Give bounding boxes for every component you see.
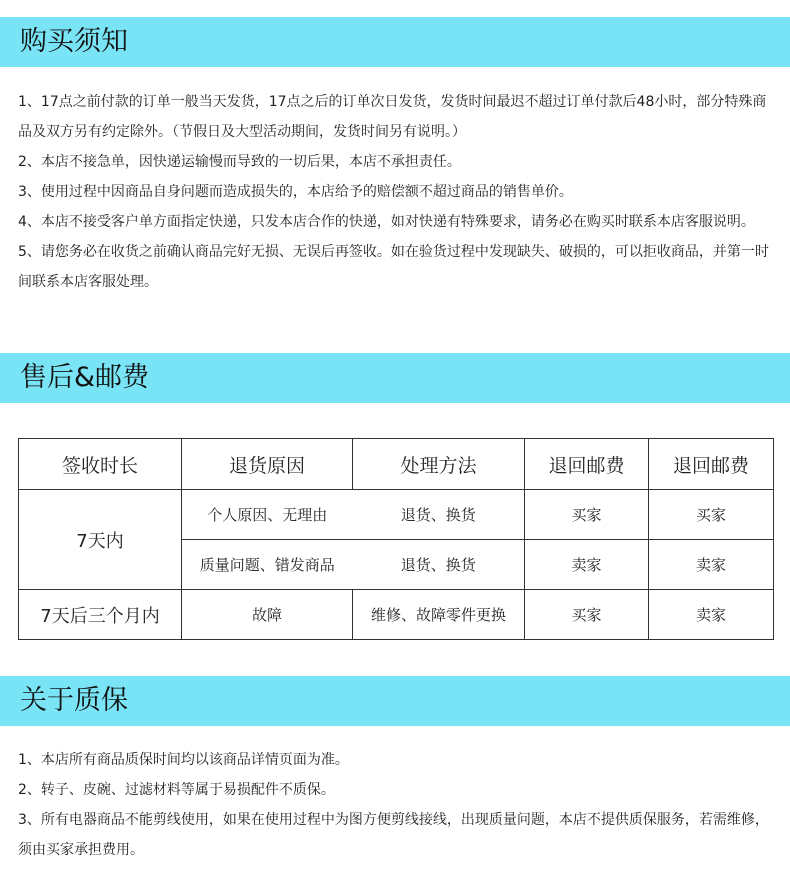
table-cell-reason: 质量问题、错发商品 <box>182 540 353 590</box>
table-cell-fee: 卖家 <box>525 540 649 590</box>
section-banner-warranty <box>0 676 790 726</box>
table-cell-method: 退货、换货 <box>353 490 525 540</box>
section-title: 售后&邮费 <box>20 362 150 393</box>
table-row <box>19 490 774 540</box>
section-banner-purchase-notice <box>0 17 790 67</box>
table-header-cell: 退回邮费 <box>649 439 774 490</box>
warranty-item: 2、转子、皮碗、过滤材料等属于易损配件不质保。 <box>18 782 335 798</box>
warranty-item: 1、本店所有商品质保时间均以该商品详情页面为准。 <box>18 752 349 768</box>
notice-item: 4、本店不接受客户单方面指定快递，只发本店合作的快递，如对快递有特殊要求，请务必在购买时联系本店客服说明。 <box>18 214 755 230</box>
notice-item: 1、17点之前付款的订单一般当天发货，17点之后的订单次日发货，发货时间最迟不超过订单付款后48小时，部分特殊商品及双方另有约定除外。（节假日及大型活动期间，发货时间另有说明。） <box>18 94 767 140</box>
section-title: 关于质保 <box>20 685 128 716</box>
table-cell-period: 7天内 <box>19 490 182 590</box>
table-cell-reason: 故障 <box>182 590 353 640</box>
section-banner-after-sales <box>0 353 790 403</box>
section-title: 购买须知 <box>20 26 128 57</box>
table-cell-fee: 买家 <box>649 490 774 540</box>
table-cell-fee: 卖家 <box>649 540 774 590</box>
purchase-notice-list <box>18 87 778 297</box>
table-cell-period: 7天后三个月内 <box>19 590 182 640</box>
table-cell-method: 退货、换货 <box>353 540 525 590</box>
table-row <box>19 590 774 640</box>
notice-item: 2、本店不接急单，因快递运输慢而导致的一切后果，本店不承担责任。 <box>18 154 461 170</box>
table-cell-fee: 买家 <box>525 590 649 640</box>
table-header-cell: 签收时长 <box>19 439 182 490</box>
table-cell-method: 维修、故障零件更换 <box>353 590 525 640</box>
table-header-row <box>19 439 774 490</box>
table-header-cell: 退回邮费 <box>525 439 649 490</box>
table-cell-reason: 个人原因、无理由 <box>182 490 353 540</box>
notice-item: 3、使用过程中因商品自身问题而造成损失的，本店给予的赔偿额不超过商品的销售单价。 <box>18 184 573 200</box>
notice-item: 5、请您务必在收货之前确认商品完好无损、无误后再签收。如在验货过程中发现缺失、破损的，可以拒收商品，并第一时间联系本店客服处理。 <box>18 244 769 290</box>
table-header-cell: 退货原因 <box>182 439 353 490</box>
table-cell-fee: 卖家 <box>649 590 774 640</box>
table-header-cell: 处理方法 <box>353 439 525 490</box>
table-cell-fee: 买家 <box>525 490 649 540</box>
warranty-list <box>18 745 778 865</box>
warranty-item: 3、所有电器商品不能剪线使用，如果在使用过程中为图方便剪线接线，出现质量问题，本店不提供质保服务，若需维修，须由买家承担费用。 <box>18 812 769 858</box>
after-sales-table <box>18 438 774 640</box>
